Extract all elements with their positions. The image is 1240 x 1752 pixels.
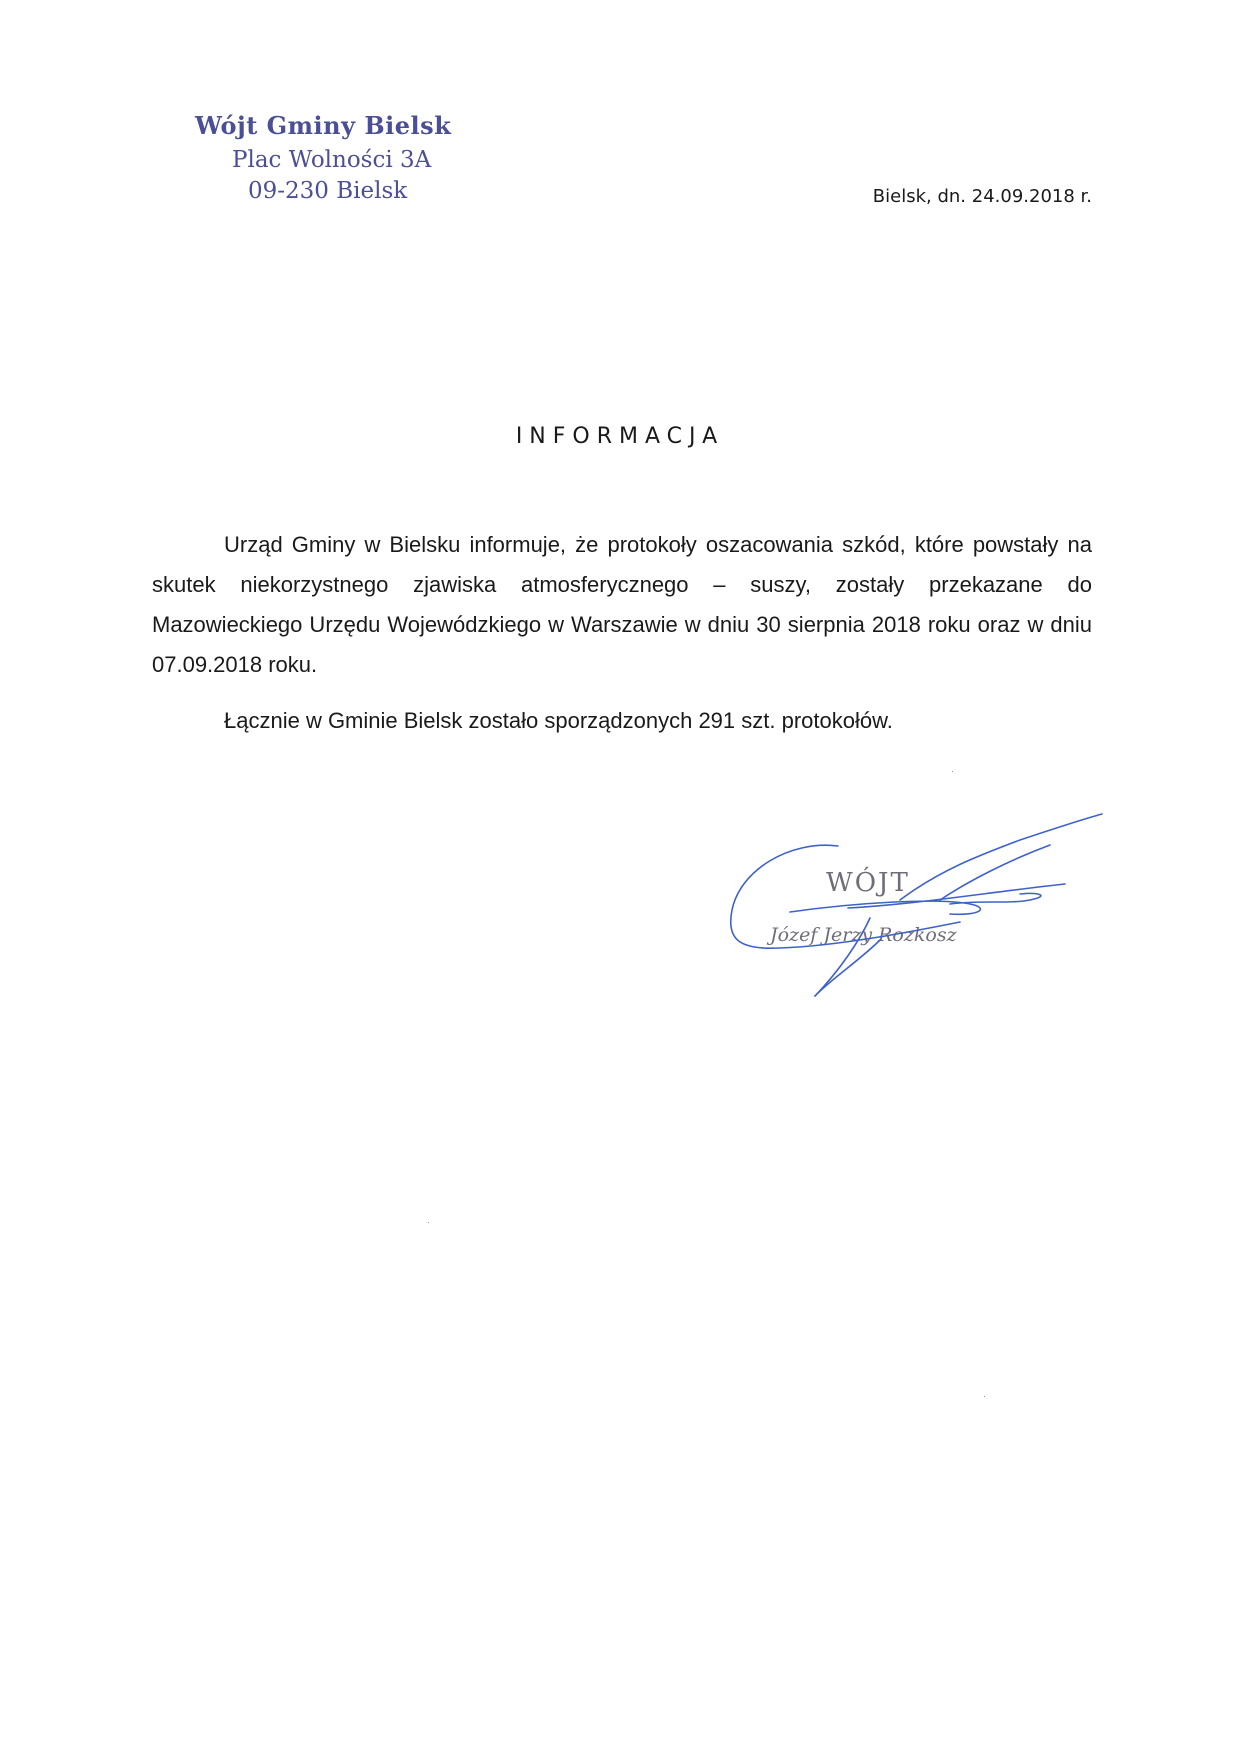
body-paragraph-1: Urząd Gminy w Bielsku informuje, że protokoły oszacowania szkód, które powstały na skutek niekorzystnego zjawiska atmosferycznego – suszy, zostały przekazane do Mazowieckiego Urzędu Wojewódzkiego w Warszawie w dniu 30 sierpnia 2018 roku oraz w dniu 07.09.2018 roku.	[152, 532, 1092, 677]
document-date: Bielsk, dn. 24.09.2018 r.	[872, 186, 1092, 207]
document-body	[152, 525, 1092, 741]
signature-stamp-title: WÓJT	[826, 868, 910, 898]
signature-block	[720, 800, 1120, 1010]
stamp-office-name: Wójt Gminy Bielsk	[195, 111, 452, 140]
scan-speck	[984, 1396, 985, 1397]
signature-stamp-name: Józef Jerzy Rozkosz	[770, 924, 957, 946]
stamp-street: Plac Wolności 3A	[232, 146, 432, 173]
scan-speck	[428, 1222, 429, 1223]
office-stamp	[195, 112, 451, 206]
scan-speck	[952, 771, 953, 772]
body-paragraph-2: Łącznie w Gminie Bielsk zostało sporządzonych 291 szt. protokołów.	[224, 708, 893, 733]
document-title: INFORMACJA	[515, 424, 725, 449]
handwritten-signature-icon	[720, 800, 1120, 1010]
stamp-postal-city: 09-230 Bielsk	[248, 178, 408, 205]
